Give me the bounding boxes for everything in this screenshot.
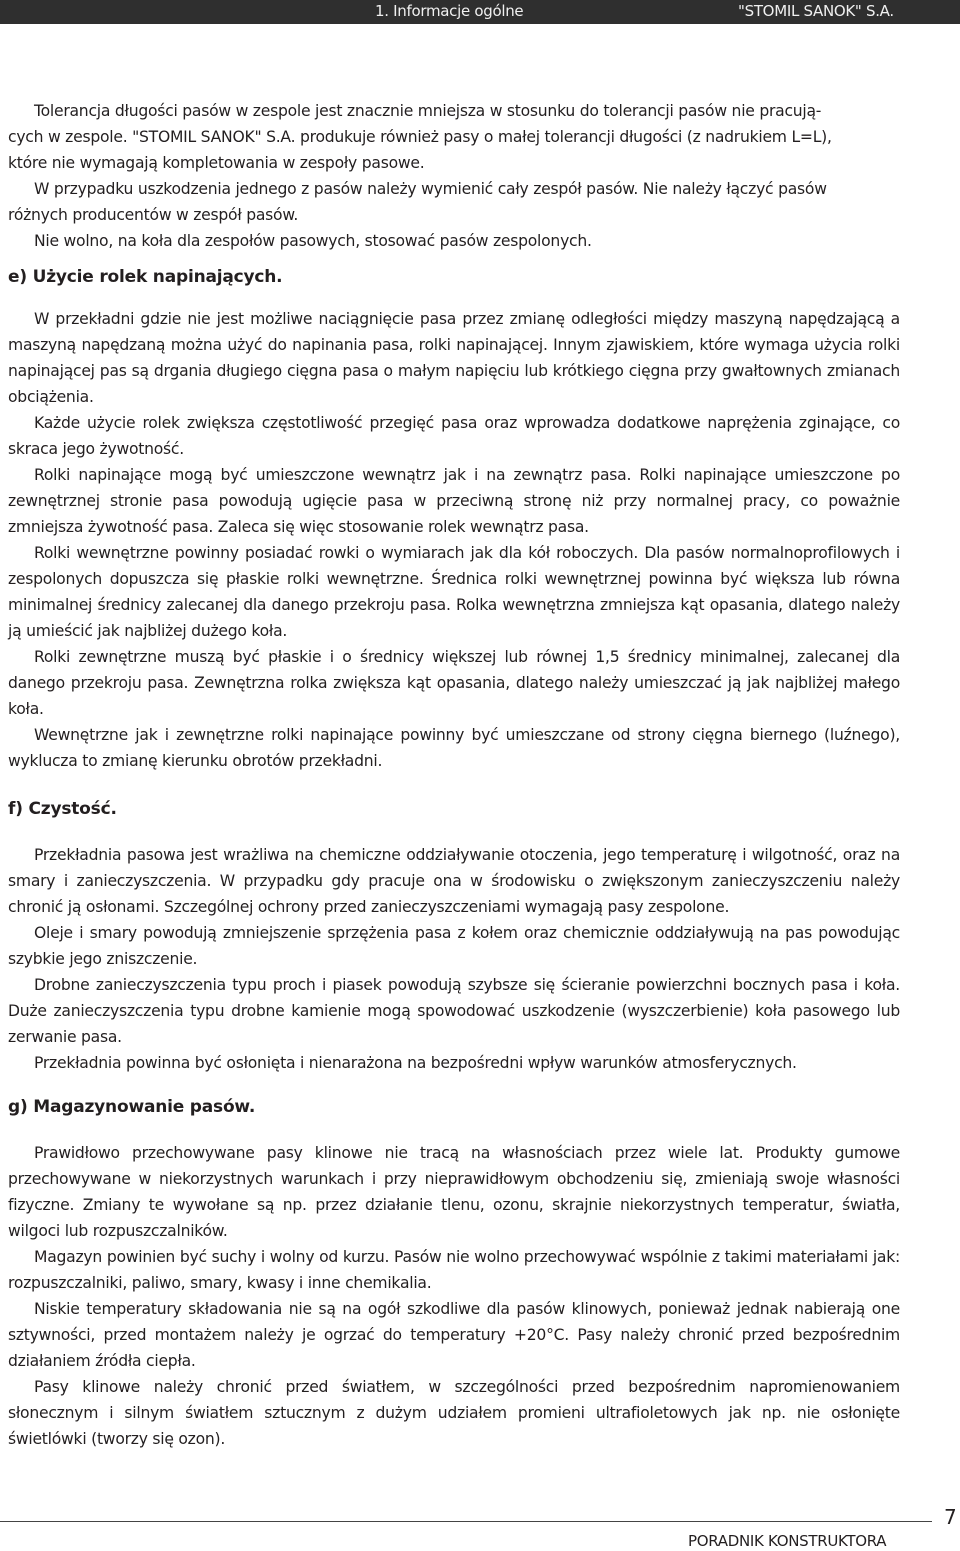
intro-line: Tolerancja długości pasów w zespole jest znacznie mniejsza w stosunku do tolerancji pasów nie pracują- xyxy=(34,102,822,120)
intro-block xyxy=(8,98,900,254)
paragraph: Każde użycie rolek zwiększa częstotliwość przegięć pasa oraz wprowadza dodatkowe naprężenia zginające, co skraca jego żywotność. xyxy=(8,414,900,458)
intro-line: które nie wymagają kompletowania w zespoły pasowe. xyxy=(8,154,425,172)
header-company: "STOMIL SANOK" S.A. xyxy=(738,2,894,20)
paragraph: W przekładni gdzie nie jest możliwe naciągnięcie pasa przez zmianę odległości między maszyną napędzającą a maszyną napędzaną można użyć do napinania pasa, rolki napinającej. Innym zjawiskiem, które wymaga użycia rolki napinającej pas są drgania długiego cięgna pasa o małym napięciu lub krótkiego cięgna przy gwałtownych zmianach obciążenia. xyxy=(8,310,900,406)
footer-label: PORADNIK KONSTRUKTORA xyxy=(688,1532,887,1550)
intro-line: W przypadku uszkodzenia jednego z pasów należy wymienić cały zespół pasów. Nie należy łączyć pasów xyxy=(34,180,827,198)
paragraph: Przekładnia powinna być osłonięta i nienarażona na bezpośredni wpływ warunków atmosferycznych. xyxy=(34,1054,797,1072)
section-e-body xyxy=(8,306,900,774)
footer-divider xyxy=(0,1521,932,1522)
intro-line: cych w zespole. "STOMIL SANOK" S.A. produkuje również pasy o małej tolerancji długości (z nadrukiem L=L), xyxy=(8,128,832,146)
section-g-body xyxy=(8,1140,900,1452)
section-f-body xyxy=(8,842,900,1076)
page-content xyxy=(8,98,900,1452)
header-section-title: 1. Informacje ogólne xyxy=(375,2,524,20)
paragraph: Przekładnia pasowa jest wrażliwa na chemiczne oddziaływanie otoczenia, jego temperaturę i wilgotność, oraz na smary i zanieczyszczenia. W przypadku gdy pracuje ona w środowisku o zwiększonym zanieczyszczeniu należy chronić ją osłonami. Szczególnej ochrony przed zanieczyszczeniami wymagają pasy zespolone. xyxy=(8,846,900,916)
paragraph: Rolki napinające mogą być umieszczone wewnątrz jak i na zewnątrz pasa. Rolki napinające umieszczone po zewnętrznej stronie pasa powodują ugięcie pasa w przeciwną stronę niż przy normalnej pracy, co poważnie zmniejsza żywotność pasa. Zaleca się więc stosowanie rolek wewnątrz pasa. xyxy=(8,466,900,536)
paragraph: Magazyn powinien być suchy i wolny od kurzu. Pasów nie wolno przechowywać wspólnie z takimi materiałami jak: rozpuszczalniki, paliwo, smary, kwasy i inne chemikalia. xyxy=(8,1248,900,1292)
paragraph: Niskie temperatury składowania nie są na ogół szkodliwe dla pasów klinowych, ponieważ jednak nabierają one sztywności, przed montażem należy je ogrzać do temperatury +20°C. Pasy należy chronić przed bezpośrednim działaniem źródła ciepła. xyxy=(8,1300,900,1370)
paragraph: Prawidłowo przechowywane pasy klinowe nie tracą na własnościach przez wiele lat. Produkty gumowe przechowywane w niekorzystnych warunkach i przy nieprawidłowym obchodzeniu się, zmieniają swoje własności fizyczne. Zmiany te wywołane są np. przez działanie tlenu, ozonu, skrajnie niekorzystnych temperatur, światła, wilgoci lub rozpuszczalników. xyxy=(8,1144,900,1240)
section-heading-f: f) Czystość. xyxy=(8,799,117,819)
paragraph: Drobne zanieczyszczenia typu proch i piasek powodują szybsze się ścieranie powierzchni bocznych pasa i koła. Duże zanieczyszczenia typu drobne kamienie mogą spowodować uszkodzenie (wyszczerbienie) koła pasowego lub zerwanie pasa. xyxy=(8,976,900,1046)
page-number: 7 xyxy=(944,1505,957,1529)
paragraph: Oleje i smary powodują zmniejszenie sprzężenia pasa z kołem oraz chemicznie oddziaływują na pas powodując szybkie jego zniszczenie. xyxy=(8,924,900,968)
intro-line: różnych producentów w zespół pasów. xyxy=(8,206,299,224)
paragraph: Rolki wewnętrzne powinny posiadać rowki o wymiarach jak dla kół roboczych. Dla pasów normalnoprofilowych i zespolonych dopuszcza się płaskie rolki wewnętrzne. Średnica rolki wewnętrznej powinna być większa lub równa minimalnej średnicy zalecanej dla danego przekroju pasa. Rolka wewnętrzna zmniejsza kąt opasania, dlatego należy ją umieścić jak najbliżej dużego koła. xyxy=(8,544,900,640)
header-bar xyxy=(0,0,960,24)
paragraph: Rolki zewnętrzne muszą być płaskie i o średnicy większej lub równej 1,5 średnicy minimalnej, zalecanej dla danego przekroju pasa. Zewnętrzna rolka zwiększa kąt opasania, dlatego należy umieszczać ją jak najbliżej małego koła. xyxy=(8,648,900,718)
paragraph: Pasy klinowe należy chronić przed światłem, w szczególności przed bezpośrednim napromienowaniem słonecznym i silnym światłem sztucznym z dużym udziałem promieni ultrafioletowych jak np. nie osłonięte świetlówki (tworzy się ozon). xyxy=(8,1378,900,1448)
intro-line: Nie wolno, na koła dla zespołów pasowych, stosować pasów zespolonych. xyxy=(34,232,592,250)
section-heading-e: e) Użycie rolek napinających. xyxy=(8,267,283,287)
paragraph: Wewnętrzne jak i zewnętrzne rolki napinające powinny być umieszczane od strony cięgna biernego (luźnego), wyklucza to zmianę kierunku obrotów przekładni. xyxy=(8,726,900,770)
section-heading-g: g) Magazynowanie pasów. xyxy=(8,1097,256,1117)
